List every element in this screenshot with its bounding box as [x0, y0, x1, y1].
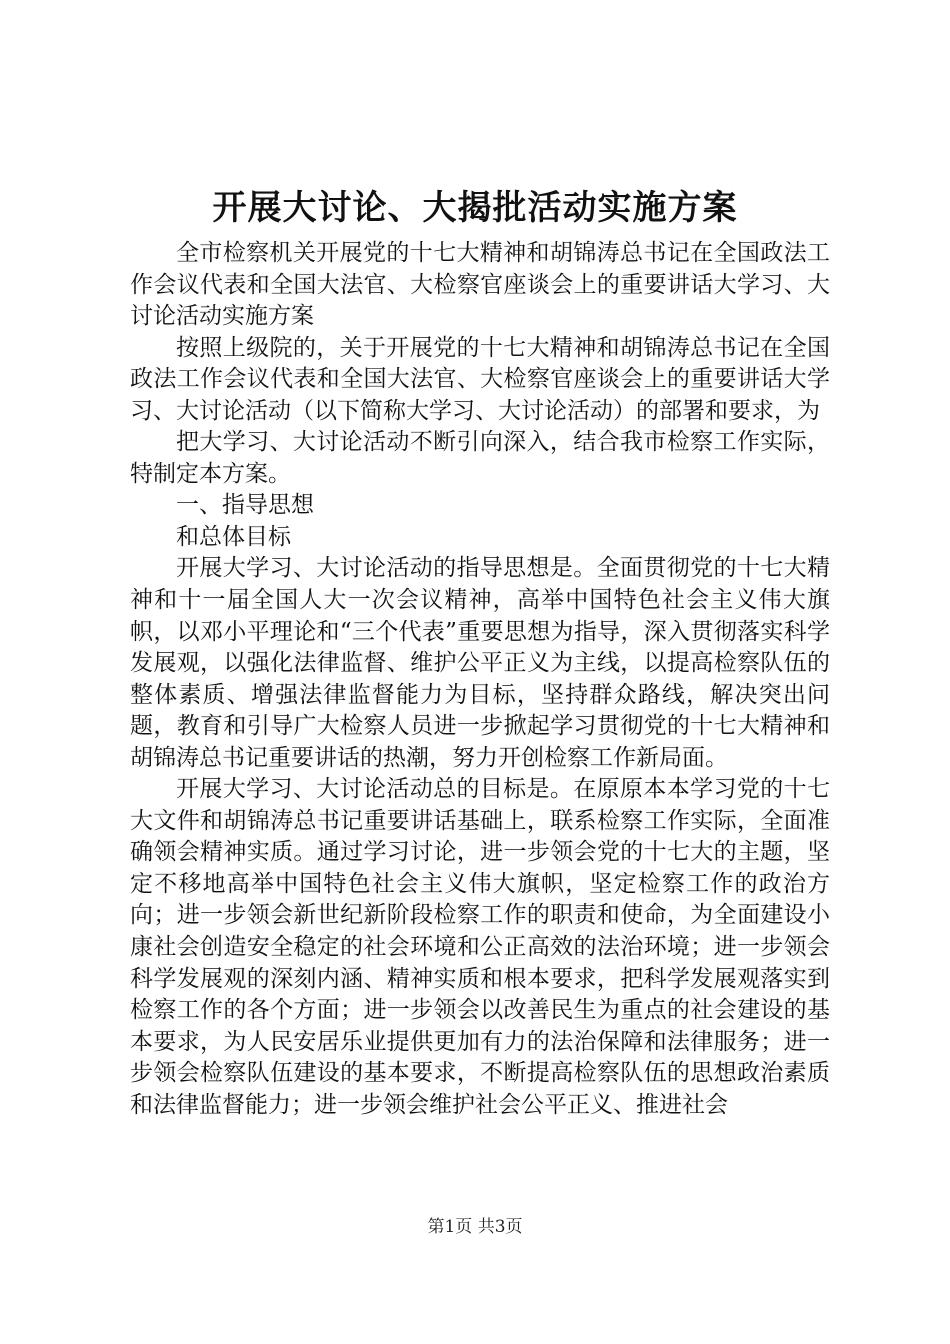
- body-paragraph-guiding-thought: 开展大学习、大讨论活动的指导思想是。全面贯彻党的十七大精神和十一届全国人大一次会议精神，高举中国特色社会主义伟大旗帜，以邓小平理论和“三个代表”重要思想为指导，深入贯彻落实科学发展观，以强化法律监督、维护公平正义为主线，以提高检察队伍的整体素质、增强法律监督能力为目标，坚持群众路线，解决突出问题，教育和引导广大检察人员进一步掀起学习贯彻党的十七大精神和胡锦涛总书记重要讲话的热潮，努力开创检察工作新局面。: [130, 555, 830, 771]
- body-paragraph-overall-goal: 开展大学习、大讨论活动总的目标是。在原原本本学习党的十七大文件和胡锦涛总书记重要讲话基础上，联系检察工作实际，全面准确领会精神实质。通过学习讨论，进一步领会党的十七大的主题，坚定不移地高举中国特色社会主义伟大旗帜，坚定检察工作的政治方向；进一步领会新世纪新阶段检察工作的职责和使命，为全面建设小康社会创造安全稳定的社会环境和公正高效的法治环境；进一步领会科学发展观的深刻内涵、精神实质和根本要求，把科学发展观落实到检察工作的各个方面；进一步领会以改善民生为重点的社会建设的基本要求，为人民安居乐业提供更加有力的法治保障和法律服务；进一步领会检察队伍建设的基本要求，不断提高检察队伍的思想政治素质和法律监督能力；进一步领会维护社会公平正义、推进社会: [130, 776, 830, 1118]
- document-body: [130, 238, 830, 1121]
- body-paragraph-3: 把大学习、大讨论活动不断引向深入，结合我市检察工作实际，特制定本方案。: [130, 429, 830, 487]
- section-heading-overall-goal: 和总体目标: [176, 523, 291, 550]
- document-title: 开展大讨论、大揭批活动实施方案: [212, 188, 738, 228]
- section-heading-guiding-thought: 一、指导思想: [176, 492, 314, 519]
- page-number-footer: 第1页 共3页: [427, 1217, 523, 1237]
- body-paragraph-2: 按照上级院的，关于开展党的十七大精神和胡锦涛总书记在全国政法工作会议代表和全国大法官、大检察官座谈会上的重要讲话大学习、大讨论活动（以下简称大学习、大讨论活动）的部署和要求，为: [130, 334, 830, 424]
- body-paragraph-1: 全市检察机关开展党的十七大精神和胡锦涛总书记在全国政法工作会议代表和全国大法官、大检察官座谈会上的重要讲话大学习、大讨论活动实施方案: [130, 240, 830, 330]
